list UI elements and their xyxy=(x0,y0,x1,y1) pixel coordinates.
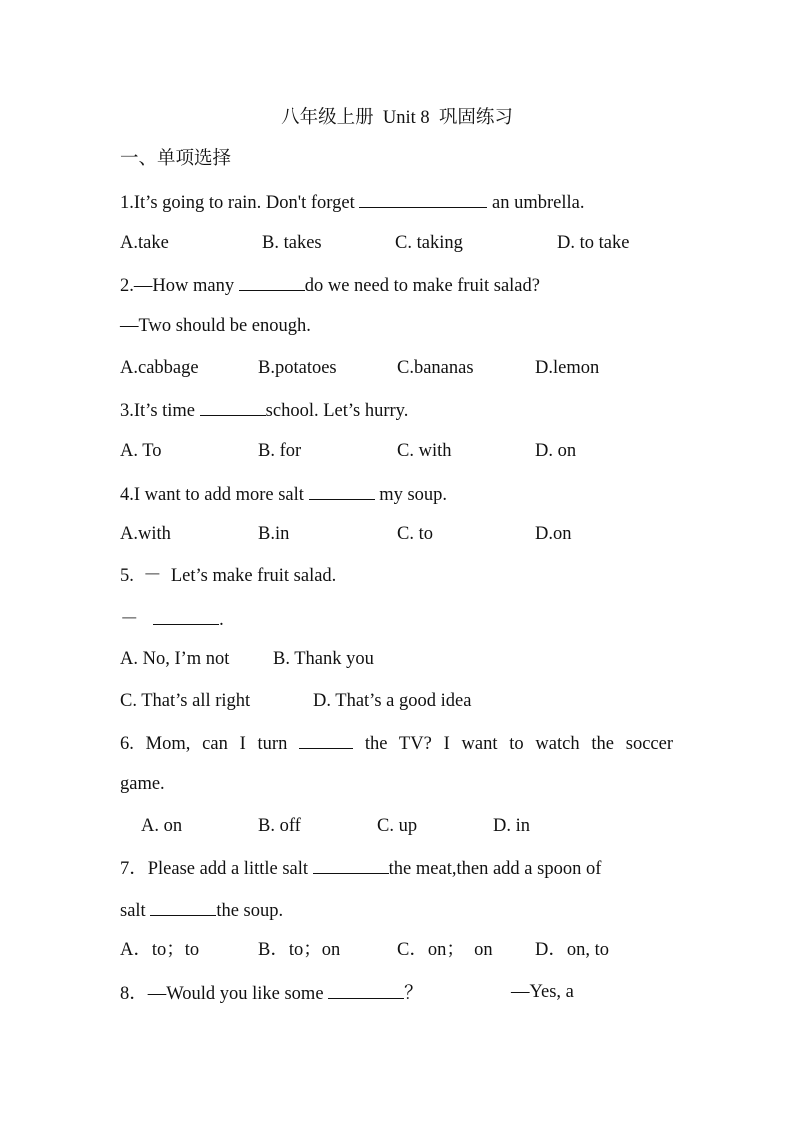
question-6 xyxy=(120,730,673,756)
question-1 xyxy=(120,189,584,215)
answer-blank xyxy=(328,980,404,999)
option-b: B. for xyxy=(258,441,302,461)
answer-blank xyxy=(153,606,219,625)
question-6-text-end: the TV? I want to watch the soccer xyxy=(353,734,673,754)
option-c: C. That’s all right xyxy=(120,691,251,711)
option-c: C. to xyxy=(397,524,433,544)
reply-dash: － xyxy=(120,610,144,630)
question-1-text-end: an umbrella. xyxy=(487,193,585,213)
answer-blank xyxy=(150,897,216,916)
question-7-cont-text: salt xyxy=(120,901,151,921)
question-6-continued: game. xyxy=(120,774,165,794)
answer-blank xyxy=(239,272,305,291)
question-2-reply: —Two should be enough. xyxy=(120,316,311,336)
answer-blank xyxy=(309,481,375,500)
question-2-text-end: do we need to make fruit salad? xyxy=(304,276,540,296)
question-4-text-end: my soup. xyxy=(374,485,448,505)
answer-blank xyxy=(200,397,266,416)
option-a: A.cabbage xyxy=(120,358,199,378)
question-3-text-end: school. Let’s hurry. xyxy=(265,401,409,421)
option-b: B. Thank you xyxy=(273,649,374,669)
option-b: B.in xyxy=(258,524,290,544)
question-3-text: 3.It’s time xyxy=(120,401,200,421)
question-8-reply: —Yes, a xyxy=(511,982,574,1002)
option-b: B. off xyxy=(258,816,301,836)
option-d: D. on xyxy=(535,441,577,461)
question-7-text-end: the meat,then add a spoon of xyxy=(388,859,602,879)
question-3 xyxy=(120,397,408,423)
option-a: A. on xyxy=(141,816,183,836)
option-c: C.bananas xyxy=(397,358,474,378)
question-4-text: 4.I want to add more salt xyxy=(120,485,309,505)
question-7 xyxy=(120,855,601,881)
question-7-continued xyxy=(120,897,283,923)
option-d: D.lemon xyxy=(535,358,600,378)
option-a: A. No, I’m not xyxy=(120,649,230,669)
section-heading: 一、单项选择 xyxy=(120,149,232,169)
question-2-text: 2.—How many xyxy=(120,276,239,296)
option-b: B. takes xyxy=(262,233,322,253)
option-d: D.on xyxy=(535,524,572,544)
answer-blank xyxy=(313,855,389,874)
option-c: C. taking xyxy=(395,233,463,253)
option-b: B.potatoes xyxy=(258,358,337,378)
option-d: D. in xyxy=(493,816,530,836)
question-2 xyxy=(120,272,540,298)
question-8-text-end: ？ xyxy=(404,984,423,1004)
answer-blank xyxy=(359,189,487,208)
option-a: A. To xyxy=(120,441,162,461)
option-a: A.take xyxy=(120,233,169,253)
question-7-cont-end: the soup. xyxy=(216,901,284,921)
question-5-reply xyxy=(120,606,224,632)
question-4 xyxy=(120,481,447,507)
question-8-text: 8．—Would you like some xyxy=(120,984,329,1004)
option-d: D. to take xyxy=(557,233,630,253)
option-c: C. with xyxy=(397,441,452,461)
page-title: 八年级上册 Unit 8 巩固练习 xyxy=(281,108,513,128)
option-d: D．on, to xyxy=(535,940,610,960)
option-a: A.with xyxy=(120,524,171,544)
question-6-text: 6. Mom, can I turn xyxy=(120,734,300,754)
question-8 xyxy=(120,980,423,1006)
option-c: C．on； on xyxy=(397,940,493,960)
question-7-text: 7．Please add a little salt xyxy=(120,859,313,879)
reply-period: . xyxy=(219,610,224,630)
question-1-text: 1.It’s going to rain. Don't forget xyxy=(120,193,360,213)
option-d: D. That’s a good idea xyxy=(313,691,472,711)
option-c: C. up xyxy=(377,816,418,836)
option-b: B．to；on xyxy=(258,940,341,960)
option-a: A．to；to xyxy=(120,940,200,960)
question-5: 5. － Let’s make fruit salad. xyxy=(120,566,337,586)
answer-blank xyxy=(299,730,353,749)
